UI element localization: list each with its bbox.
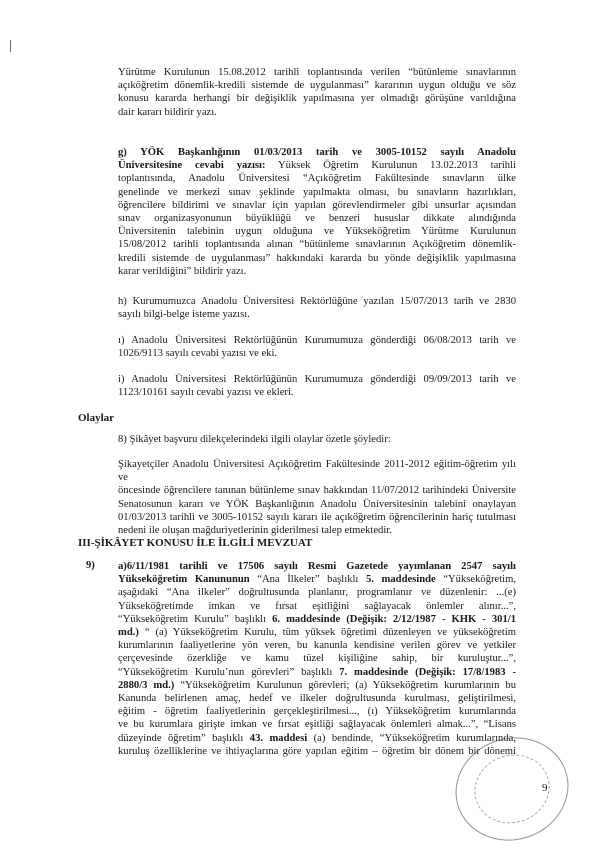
text-line: 15/08/2012 tarihli toplantısında alınan “bütünleme sınavlarının Açıköğretim dönemlik-: [118, 239, 516, 251]
text-line: [118, 146, 516, 159]
regular-text: (a) bendinde, “Yükseköğretim kurumlarında,: [307, 732, 516, 744]
section-heading-olaylar: Olaylar: [78, 412, 115, 424]
regular-text: ve bu kurumlara girişte imkan ve fırsat eşitliği sağlayacak önlemleri almak...”, “Lisans: [118, 719, 516, 731]
text-line: [118, 600, 516, 613]
bold-text: 2880/3 md.): [118, 679, 175, 691]
text-line: 01/03/2013 tarihli ve 3005-10152 sayılı kararı ile açıköğretim öğrencilerinin hariç tutulması: [118, 511, 516, 523]
bold-text: 5. maddesinde: [366, 574, 436, 586]
text-line: [118, 718, 516, 731]
text-line: kredili sistemde de uygulanması” hakkındaki kararda bu yönde değişiklik yapılmasına: [118, 252, 516, 264]
text-line: öncesinde öğrencilere tanınan bütünleme sınav hakkından 11/07/2012 tarihindeki Üniversite: [118, 485, 516, 497]
text-line: [118, 745, 516, 758]
regular-text: “Yükseköğretim Kurulunun görevleri; (a) Yükseköğretim kurumlarının bu: [174, 679, 517, 691]
paragraph-8: [118, 433, 516, 446]
text-line: Senatosunun kararı ve YÖK Başkanlığının Anadolu Üniversitesinin talebini onaylayan: [118, 498, 516, 510]
text-line: dair kararı bildirir yazı.: [118, 106, 217, 118]
bold-text: Yükseköğretim Kanununun: [118, 574, 250, 586]
text-line: [118, 652, 516, 665]
regular-text: düzeyinde öğretim” başlıklı: [118, 732, 250, 744]
text-line: Yürütme Kurulunun 15.08.2012 tarihli toplantısında verilen “bütünleme sınavlarının: [118, 67, 516, 78]
text-line: açıköğretim dönemlik-kredili sistemde de uygulanması” kararının uygun olduğu ve söz: [118, 80, 516, 92]
paragraph-f-continuation: [118, 66, 516, 119]
text-line: ı) Anadolu Üniversitesi Rektörlüğünün Kurumumuza gönderdiği 06/08/2013 tarih ve: [118, 335, 516, 346]
text-line: konusu kararda herhangi bir değişiklik yapılmasına yer olmadığı görüşüne varıldığına: [118, 93, 516, 105]
text-line: [118, 705, 516, 718]
margin-mark: [10, 40, 11, 52]
text-line: [118, 626, 516, 639]
text-line: [118, 159, 516, 172]
text-line: 1123/10161 sayılı cevabi yazısı ve ekleri.: [118, 387, 294, 399]
regular-text: çerçevesinde özerkliğe ve kamu tüzel kişiliğine sahip, bir kuruluştur...”,: [118, 653, 516, 665]
regular-text: eğitim - öğretim faaliyetlerinin gerçekleştirilmesi..., (ı) Yükseköğretim kurumlarında: [118, 706, 516, 718]
text-line: [118, 732, 516, 745]
regular-text: “ (a) Yükseköğretim Kurulu, tüm yüksek öğretimi düzenleyen ve yükseköğretim: [138, 627, 516, 639]
paragraph-i: [118, 373, 516, 399]
regular-text: “Yükseköğretim Kurulu’nun görevleri” başlıklı: [118, 666, 340, 678]
text-line: 8) Şikâyet başvuru dilekçelerindeki ilgili olaylar özetle şöyledir:: [118, 434, 391, 445]
regular-text: kurumlarının faaliyetlerine yön veren, bu kanunla kendisine verilen görev ve yetkiler: [118, 640, 516, 652]
text-line: Şikayetçiler Anadolu Üniversitesi Açıköğretim Fakültesinde 2011-2012 eğitim-öğretim yılı ve: [118, 459, 516, 484]
paragraph-g: [118, 146, 516, 278]
text-line: genelinde ve merkezi sınav şeklinde yapılmakta olması, bu sınavların hazırlıkları,: [118, 186, 516, 198]
text-line: [118, 560, 516, 573]
text-line: öğrencilere bildirimi ve sınavlar için yapılan görevlendirmeler gibi unsurlar açısından: [118, 199, 516, 211]
text-line: karar verildiğini” bildirir yazı.: [118, 265, 247, 277]
text-line: h) Kurumumuzca Anadolu Üniversitesi Rektörlüğüne yazılan 15/07/2013 tarih ve 2830: [118, 296, 516, 307]
text-line: [118, 613, 516, 626]
text-line: i) Anadolu Üniversitesi Rektörlüğünün Kurumumuza gönderdiği 09/09/2013 tarih ve: [118, 374, 516, 385]
text-line: toplantısında, Anadolu Üniversitesi “Açıköğretim Fakültesinde sınavların ülke: [118, 173, 516, 185]
text-line: sayılı bilgi-belge isteme yazısı.: [118, 309, 250, 321]
text-line: Üniversitenin talebinin uygun olduğuna ve Yükseköğretim Yürütme Kurulunun: [118, 226, 516, 238]
bold-text: 6. maddesinde (Değişik: 2/12/1987 - KHK - 301/1: [272, 613, 516, 625]
text-line: sınav organizasyonunun büyüklüğü ve benzeri hususlar dikkate alındığında: [118, 213, 516, 225]
bold-text: md.): [118, 627, 139, 639]
text-line: [118, 692, 516, 705]
text-line: [118, 573, 516, 586]
bold-text: 43. maddesi: [249, 732, 308, 744]
regular-text: “Yükseköğretim,: [435, 574, 516, 586]
section-heading-mevzuat: III-ŞİKÂYET KONUSU İLE İLGİLİ MEVZUAT: [78, 537, 313, 549]
regular-text: aşağıdaki “Ana ilkeler” doğrultusunda planlanır, programlanır ve düzenlenir: ...(e): [118, 587, 516, 599]
text-line: nedeni ile oluşan mağduriyetlerinin giderilmesi talep etmektedir.: [118, 525, 392, 537]
text-line: [118, 679, 516, 692]
regular-text: Yüksek Öğretim Kurulunun 13.02.2013 tarihli: [265, 160, 516, 172]
paragraph-number: 9): [86, 560, 95, 571]
text-line: [118, 639, 516, 652]
regular-text: kuruluş özelliklerine ve ihtiyaçlarına göre yapılan eğitim – öğretim bir dönem bir dönemi: [118, 745, 516, 757]
text-line: 1026/9113 sayılı cevabi yazısı ve eki.: [118, 348, 278, 360]
text-line: [118, 666, 516, 679]
regular-text: “Ana İlkeler” başlıklı: [249, 574, 366, 586]
regular-text: Yükseköğretimde imkan ve fırsat eşitliğini sağlayacak önlemler alınır...”,: [118, 600, 516, 612]
text-line: [118, 586, 516, 599]
page-number: 9: [542, 782, 548, 794]
bold-text: a)6/11/1981 tarihli ve 17506 sayılı Resmi Gazetede yayımlanan 2547 sayılı: [118, 561, 516, 572]
bold-text: Üniversitesine cevabi yazısı:: [118, 160, 266, 172]
complaint-summary: [118, 458, 516, 537]
paragraph-i-dotless: [118, 334, 516, 360]
regular-text: “Yükseköğretim Kurulu” başlıklı: [118, 613, 273, 625]
regular-text: Kanunda belirlenen amaç, hedef ve ilkeler doğrultusunda kurulması, geliştirilmesi,: [118, 693, 516, 705]
bold-text: 7. maddesinde (Değişik: 17/8/1983 -: [339, 666, 516, 678]
paragraph-h: [118, 295, 516, 321]
paragraph-9: [118, 560, 516, 758]
bold-text: g) YÖK Başkanlığının 01/03/2013 tarih ve 3005-10152 sayılı Anadolu: [118, 147, 516, 158]
